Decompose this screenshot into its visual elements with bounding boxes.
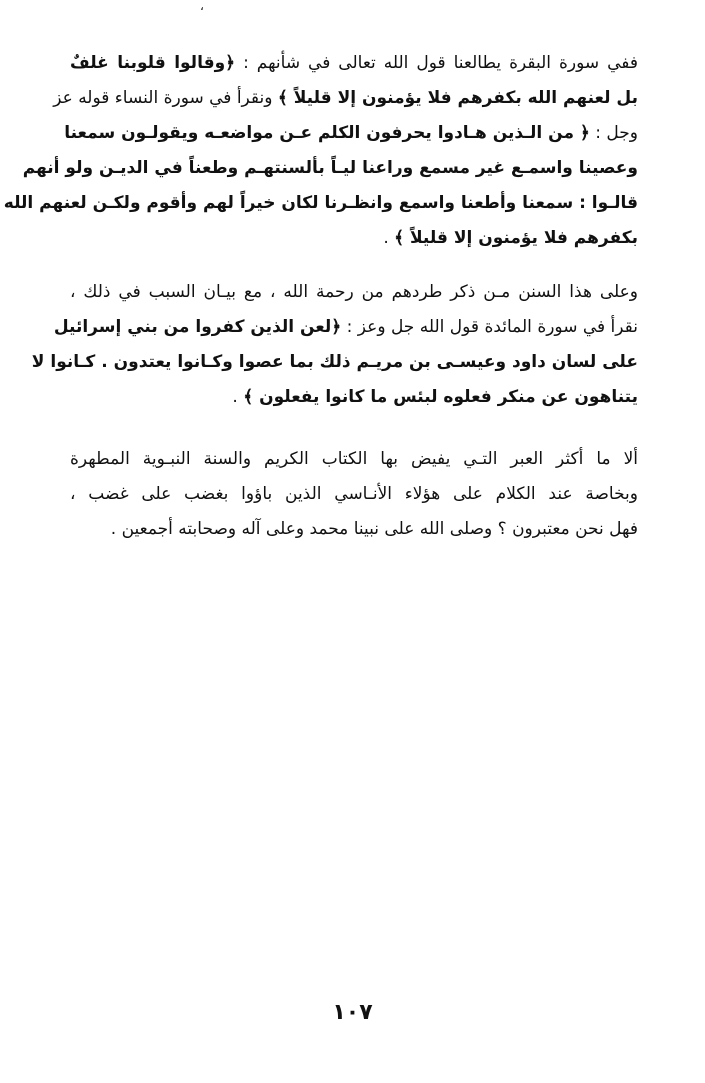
text-line	[70, 380, 638, 415]
text-line	[53, 310, 638, 345]
quran-quote: قالـوا : سمعنا وأطعنا واسمع وانظـرنا لكان خيراً لهم وأقوم ولكـن لعنهم الله	[3, 193, 638, 213]
text-line	[70, 275, 638, 310]
paragraph-quran-baqara-nisa	[3, 46, 638, 256]
text-line	[70, 442, 638, 477]
paragraph-conclusion	[70, 442, 638, 547]
text-line	[70, 221, 638, 256]
text-segment: نقرأ في سورة المائدة قول الله جل وعز :	[341, 317, 638, 337]
paragraph-quran-maida	[31, 275, 638, 415]
text-line	[70, 477, 638, 512]
text-segment: .	[383, 228, 395, 248]
text-line	[70, 512, 638, 547]
text-segment: وعلى هذا السنن مـن ذكر طردهم من رحمة الله ، مع بيـان السبب في ذلك ،	[70, 282, 638, 302]
text-segment: وجل :	[589, 123, 638, 143]
text-line	[31, 345, 638, 380]
quran-quote: ﴿ من الـذين هـادوا يحرفون الكلم عـن مواضعـه ويقولـون سمعنا	[64, 123, 590, 143]
text-segment: ألا ما أكثر العبر التـي يفيض بها الكتاب الكريم والسنة النبـوية المطهرة	[70, 449, 638, 469]
text-segment: ونقرأ في سورة النساء قوله عز	[53, 88, 278, 108]
text-line	[22, 151, 638, 186]
text-line	[70, 46, 638, 81]
quran-quote: يتناهون عن منكر فعلوه لبئس ما كانوا يفعلون ﴾	[243, 387, 638, 407]
quran-quote: ﴿وقالوا قلوبنا غلفٌ	[70, 53, 236, 73]
top-margin-mark: ،	[200, 0, 204, 13]
quran-quote: ﴿لعن الذين كفروا من بني إسرائيل	[53, 317, 342, 337]
text-segment: وبخاصة عند الكلام على هؤلاء الأنـاسي الذين باؤوا بغضب على غضب ،	[70, 484, 638, 504]
quran-quote: وعصينا واسمـع غير مسمع وراعنا ليـاً بألسنتهـم وطعناً في الديـن ولو أنهم	[22, 158, 638, 178]
text-segment: ففي سورة البقرة يطالعنا قول الله تعالى في شأنهم :	[235, 53, 638, 73]
text-line	[3, 186, 638, 221]
text-segment: فهل نحن معتبرون ؟ وصلى الله على نبينا محمد وعلى آله وصحابته أجمعين .	[110, 519, 638, 539]
text-line	[53, 81, 638, 116]
text-line	[64, 116, 638, 151]
page-number: ١٠٧	[332, 1000, 373, 1025]
quran-quote: على لسان داود وعيسـى بن مريـم ذلك بما عصوا وكـانوا يعتدون . كـانوا لا	[31, 352, 638, 372]
quran-quote: بل لعنهم الله بكفرهم فلا يؤمنون إلا قليلاً ﴾	[277, 88, 638, 108]
text-segment: .	[232, 387, 244, 407]
quran-quote: بكفرهم فلا يؤمنون إلا قليلاً ﴾	[394, 228, 638, 248]
